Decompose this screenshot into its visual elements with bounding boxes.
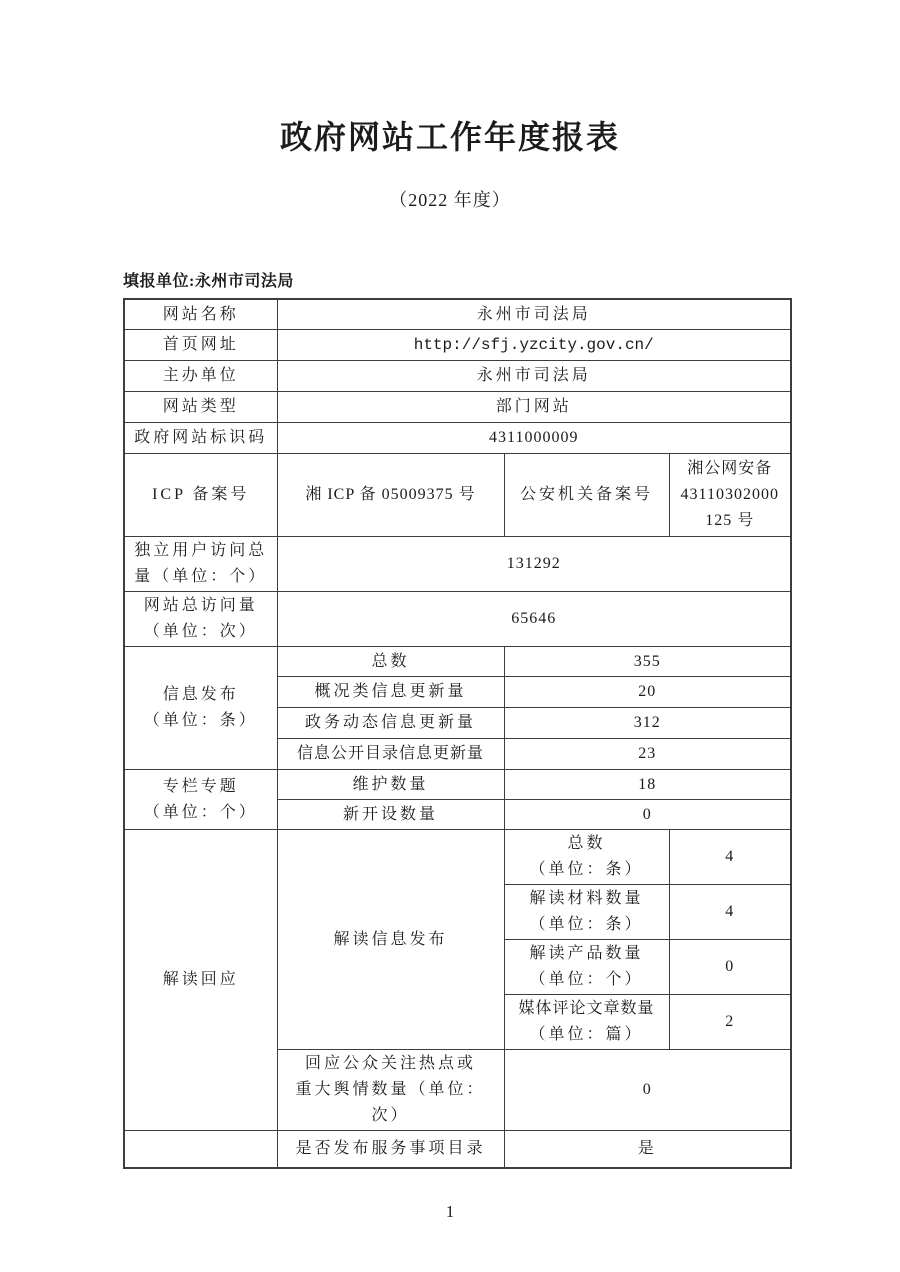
police-record-value-line3: 125 号 [705,512,755,530]
interpretation-publish-label: 解读信息发布 [277,830,504,1050]
special-columns-label-line2: （单位：个） [143,803,258,821]
info-publish-total-value: 355 [504,647,791,677]
annual-report-table [123,298,792,1169]
interpretation-media-label-line2: （单位：篇） [529,1026,644,1044]
empty-cell [124,1131,277,1168]
service-catalog-value: 是 [504,1131,791,1168]
total-visits-label-line1: 网站总访问量 [143,597,258,615]
site-id-label: 政府网站标识码 [124,423,277,454]
info-publish-label-line1: 信息发布 [162,686,239,704]
hotspot-response-label [277,1050,504,1131]
interpretation-media-label [504,995,669,1050]
police-record-value-line1: 湘公网安备 [687,460,773,478]
interpretation-media-label-line1: 媒体评论文章数量 [518,1000,655,1018]
organizer-label: 主办单位 [124,361,277,392]
special-columns-maintained-label: 维护数量 [277,770,504,800]
interpretation-media-value: 2 [669,995,791,1050]
site-type-label: 网站类型 [124,392,277,423]
interpretation-materials-label-line1: 解读材料数量 [529,890,644,908]
total-visits-value: 65646 [277,592,791,647]
info-publish-label-line2: （单位：条） [143,712,258,730]
site-id-value: 4311000009 [277,423,791,454]
hotspot-response-label-line2: 重大舆情数量（单位： [295,1081,486,1099]
icp-value: 湘 ICP 备 05009375 号 [277,454,504,537]
interpretation-products-label-line1: 解读产品数量 [529,945,644,963]
info-publish-overview-value: 20 [504,677,791,708]
interpretation-products-label [504,940,669,995]
site-type-value: 部门网站 [277,392,791,423]
interpretation-total-value: 4 [669,830,791,885]
info-publish-section-label [124,647,277,770]
info-publish-gov-news-label: 政务动态信息更新量 [277,708,504,739]
total-visits-label [124,592,277,647]
info-publish-directory-label: 信息公开目录信息更新量 [277,739,504,770]
report-year-subtitle: （2022 年度） [389,189,511,210]
info-publish-directory-value: 23 [504,739,791,770]
service-catalog-label: 是否发布服务事项目录 [277,1131,504,1168]
hotspot-response-label-line3: 次） [371,1107,410,1125]
homepage-url-value: http://sfj.yzcity.gov.cn/ [277,330,791,361]
special-columns-maintained-value: 18 [504,770,791,800]
hotspot-response-value: 0 [504,1050,791,1131]
page-title: 政府网站工作年度报表 [279,119,620,155]
interpretation-section-label: 解读回应 [124,830,277,1131]
page-number: 1 [445,1201,455,1221]
info-publish-total-label: 总数 [277,647,504,677]
interpretation-materials-value: 4 [669,885,791,940]
organizer-value: 永州市司法局 [277,361,791,392]
info-publish-overview-label: 概况类信息更新量 [277,677,504,708]
special-columns-new-label: 新开设数量 [277,800,504,830]
interpretation-total-label [504,830,669,885]
police-record-label: 公安机关备案号 [504,454,669,537]
unique-visitors-label-line2: 量（单位：个） [134,568,268,586]
special-columns-new-value: 0 [504,800,791,830]
total-visits-label-line2: （单位：次） [143,623,258,641]
unique-visitors-label [124,537,277,592]
interpretation-products-value: 0 [669,940,791,995]
homepage-label: 首页网址 [124,330,277,361]
unique-visitors-label-line1: 独立用户访问总 [134,542,268,560]
interpretation-materials-label [504,885,669,940]
icp-label: ICP 备案号 [124,454,277,537]
reporting-unit-label: 填报单位:永州市司法局 [123,272,294,290]
interpretation-total-label-line2: （单位：条） [529,861,644,879]
special-columns-section-label [124,770,277,830]
info-publish-gov-news-value: 312 [504,708,791,739]
interpretation-products-label-line2: （单位：个） [529,971,644,989]
police-record-value-line2: 43110302000 [680,486,779,504]
police-record-value [669,454,791,537]
site-name-value: 永州市司法局 [277,299,791,330]
interpretation-total-label-line1: 总数 [567,835,606,853]
hotspot-response-label-line1: 回应公众关注热点或 [304,1055,476,1073]
site-name-label: 网站名称 [124,299,277,330]
interpretation-materials-label-line2: （单位：条） [529,916,644,934]
special-columns-label-line1: 专栏专题 [162,777,239,795]
unique-visitors-value: 131292 [277,537,791,592]
